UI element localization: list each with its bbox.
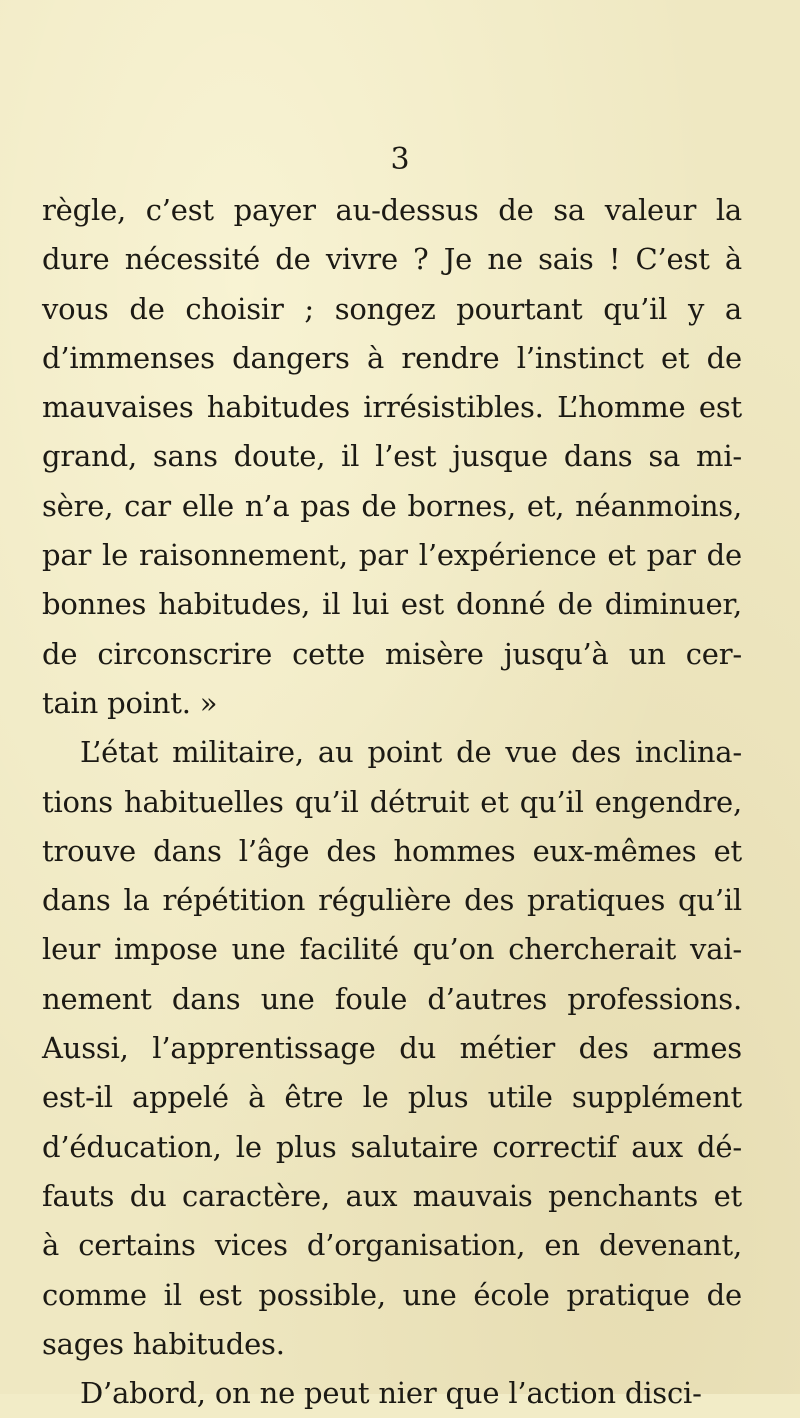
text-line: est-il appelé à être le plus utile supplément [42, 1080, 742, 1115]
text-line: dure nécessité de vivre ? Je ne sais ! C’est à [42, 242, 742, 277]
text-line: à certains vices d’organisation, en devenant, [42, 1228, 742, 1263]
text-line: d’éducation, le plus salutaire correctif aux dé- [42, 1129, 742, 1164]
text-line: comme il est possible, une école pratique de [42, 1277, 742, 1312]
text-line: fauts du caractère, aux mauvais penchants et [42, 1178, 742, 1213]
text-line: bonnes habitudes, il lui est donné de diminuer, [42, 587, 742, 622]
text-line: d’immenses dangers à rendre l’instinct et de [42, 340, 742, 375]
body-text [42, 186, 742, 1418]
text-line: règle, c’est payer au-dessus de sa valeur la [42, 193, 742, 227]
text-line: nement dans une foule d’autres professions. [42, 981, 742, 1016]
text-line: leur impose une facilité qu’on chercherait vai- [42, 932, 742, 967]
text-line: trouve dans l’âge des hommes eux-mêmes et [42, 833, 742, 868]
text-line: par le raisonnement, par l’expérience et par de [42, 538, 742, 573]
page-number: 3 [390, 142, 410, 177]
text-line-paragraph-start: L’état militaire, au point de vue des inclina- [80, 735, 742, 770]
text-line-paragraph-end: sages habitudes. [42, 1326, 285, 1361]
text-line: mauvaises habitudes irrésistibles. L’homme est [42, 390, 742, 425]
text-line: vous de choisir ; songez pourtant qu’il y a [42, 291, 742, 326]
text-line: dans la répétition régulière des pratiques qu’il [42, 883, 742, 918]
text-line: grand, sans doute, il l’est jusque dans sa mi- [42, 439, 742, 474]
text-line: tions habituelles qu’il détruit et qu’il engendre, [42, 784, 742, 819]
text-line: sère, car elle n’a pas de bornes, et, néanmoins, [42, 488, 742, 523]
text-line-paragraph-start: D’abord, on ne peut nier que l’action disci- [80, 1376, 702, 1411]
text-line: de circonscrire cette misère jusqu’à un cer- [42, 636, 742, 671]
text-line-paragraph-end: tain point. » [42, 685, 218, 720]
text-line: Aussi, l’apprentissage du métier des armes [42, 1031, 742, 1066]
